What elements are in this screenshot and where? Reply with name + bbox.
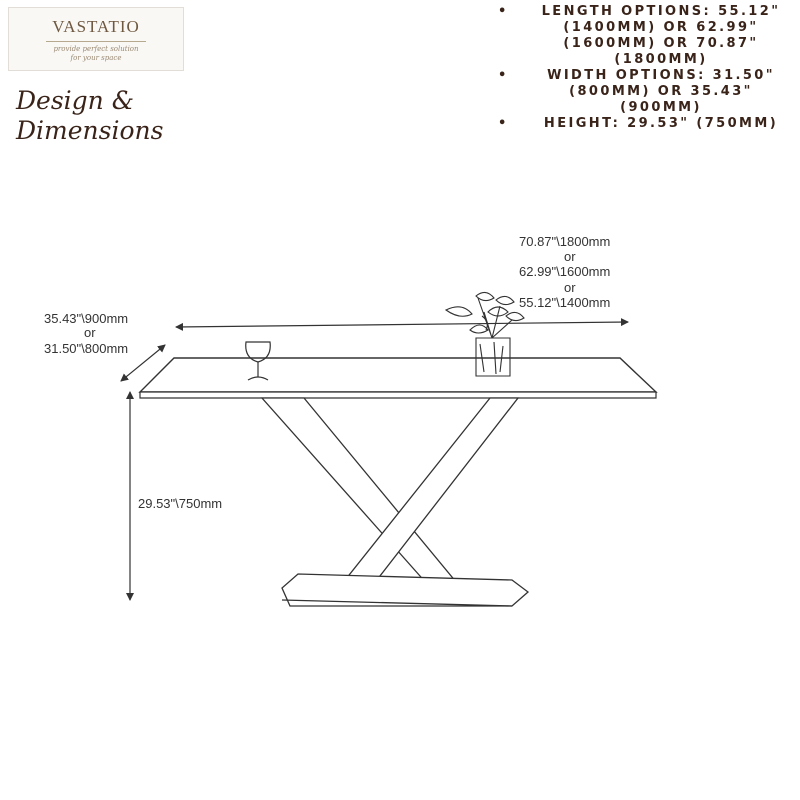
length-label-1600: 62.99"\1600mm [519, 264, 611, 279]
spec-length-text: LENGTH OPTIONS: 55.12" (1400MM) OR 62.99" (1600MM) OR 70.87" (1800MM) [541, 4, 781, 67]
bullet-icon: • [498, 4, 509, 19]
width-label-900: 35.43"\900mm [44, 311, 129, 326]
brand-tagline-1: provide perfect solution [53, 45, 139, 53]
height-label: 29.53"\750mm [138, 496, 223, 511]
length-label-1400: 55.12"\1400mm [519, 295, 611, 310]
width-or: or [84, 325, 96, 340]
length-arrow [176, 322, 628, 327]
heading-line-1: Design & [16, 86, 134, 115]
bullet-icon: • [498, 68, 509, 83]
bullet-icon: • [498, 116, 509, 131]
tabletop [140, 358, 656, 398]
length-or-1: or [564, 249, 576, 264]
table-base [282, 574, 528, 606]
spec-height-text: HEIGHT: 29.53" (750MM) [543, 116, 779, 131]
length-or-2: or [564, 280, 576, 295]
heading-line-2: Dimensions [16, 116, 164, 145]
table-legs [262, 398, 518, 594]
spec-width-text: WIDTH OPTIONS: 31.50" (800MM) OR 35.43" (900MM) [547, 68, 775, 115]
width-label-800: 31.50"\800mm [44, 341, 129, 356]
brand-tagline-2: for your space [70, 54, 122, 62]
brand-name: VASTATIO [52, 17, 140, 36]
length-label-1800: 70.87"\1800mm [519, 234, 611, 249]
